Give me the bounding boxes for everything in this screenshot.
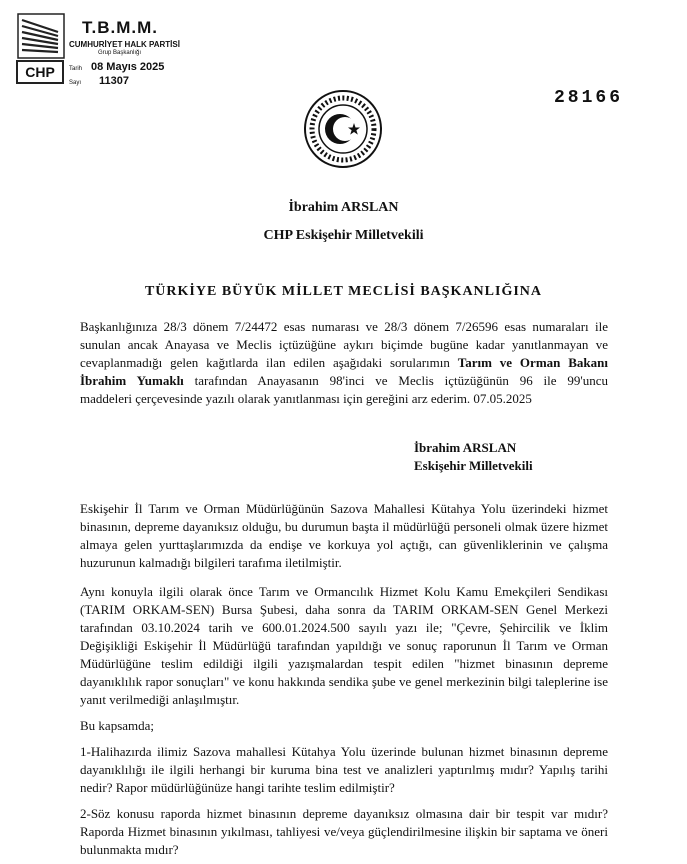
stamp-date-label: Tarih [69, 66, 83, 72]
chp-label: CHP [16, 60, 64, 84]
intro-line [80, 354, 608, 372]
registry-stamp [12, 8, 182, 98]
intro-line-text: tarafından Anayasanın 98'inci ve Meclis içtüzüğünün 96 ile 99'uncu [183, 373, 608, 388]
stamp-party: CUMHURİYET HALK PARTİSİ [69, 40, 180, 49]
intro-line [80, 372, 608, 390]
intro-paragraph [80, 318, 608, 408]
body-paragraph: Aynı konuyla ilgili olarak önce Tarım ve Ormancılık Hizmet Kolu Kamu Emekçileri Sendikası (TARIM ORKAM-SEN) Bursa Şubesi, daha sonra da TARIM ORKAM-SEN Genel Merkezi tarafından 03.10.2024 tarih ve 600.01.2024.500 sayılı yazı ile; "Çevre, Şehircilik ve İklim Değişikliği Eskişehir İl Müdürlüğü tarafından yapıldığı ve sonuç raporunun İl Tarım ve Orman Müdürlüğüne teslim edildiği ilgili yazışmalardan tespit edilen "hizmet binasının depreme dayanıklılık rapor sonuçları" ve konu hakkında sendika şube ve genel merkezinin bilgi taleplerine ise yanıt verilmediği anlaşılmıştır. [80, 584, 608, 707]
stamp-date-value: 08 Mayıs 2025 [91, 61, 165, 73]
stamp-group: Grup Başkanlığı [98, 50, 142, 56]
minister-name: İbrahim Yumaklı [80, 373, 184, 388]
question-2: 2-Söz konusu raporda hizmet binasının depreme dayanıksız olmasına dair bir tespit var mıdır? Raporda Hizmet binasının yıkılması, tahliyesi ve/veya güçlendirilmesine ilişkin bir saptama ve öneri bulunmakta mıdır? [80, 806, 608, 857]
addressee-heading: TÜRKİYE BÜYÜK MİLLET MECLİSİ BAŞKANLIĞINA [144, 284, 543, 299]
intro-line: sunulan ancak Anayasa ve Meclis içtüzüğüne aykırı biçimde bugüne kadar yanıtlanmayan ve [80, 337, 608, 352]
intro-line: maddeleri çerçevesinde yazılı olarak yanıtlanması için gereğini arz ederim. 07.05.2025 [80, 391, 532, 406]
stamp-tbmm: T.B.M.M. [82, 18, 158, 37]
minister-title: Tarım ve Orman Bakanı [457, 355, 608, 370]
body-paragraph: Bu kapsamda; [80, 718, 155, 733]
body-paragraph: Eskişehir İl Tarım ve Orman Müdürlüğünün Sazova Mahallesi Kütahya Yolu üzerindeki hizmet binasının, depreme dayanıksız olduğu, bu durumun başta il müdürlüğü personeli olmak üzere hizmet almaya gelen yurttaşlarımızda da endişe ve korkuya yol açtığı, can güvenliklerinin ve çalışma huzurunun kalmadığı bilgileri tarafıma iletilmiştir. [80, 501, 608, 570]
stamp-number-label: Sayı [69, 80, 82, 86]
intro-line: Başkanlığınıza 28/3 dönem 7/24472 esas numarası ve 28/3 dönem 7/26596 esas numaraları ile [80, 319, 608, 334]
intro-line-text: cevaplanmadığı gelen kağıtlarda ilan edilen aşağıdaki sorularımın [80, 355, 458, 370]
author-name: İbrahim ARSLAN [288, 200, 399, 215]
stamp-number-row [69, 75, 129, 87]
stamp-number-value: 11307 [99, 75, 129, 87]
document-number: 28166 [553, 88, 623, 108]
author-title: CHP Eskişehir Milletvekili [263, 228, 424, 243]
tbmm-crescent-star-emblem-icon [302, 88, 384, 170]
question-1: 1-Halihazırda ilimiz Sazova mahallesi Kütahya Yolu üzerinde bulunan hizmet binasının depreme dayanıklılığı ile ilgili herhangi bir kuruma bina test ve analizleri yaptırılmış mıdır? Yapılış tarihi nedir? Rapor müdürlüğünüze hangi tarihte teslim edilmiştir? [80, 744, 608, 795]
signature-name: İbrahim ARSLAN [414, 440, 517, 455]
signature-title: Eskişehir Milletvekili [414, 458, 533, 473]
stamp-date-row [69, 61, 165, 73]
